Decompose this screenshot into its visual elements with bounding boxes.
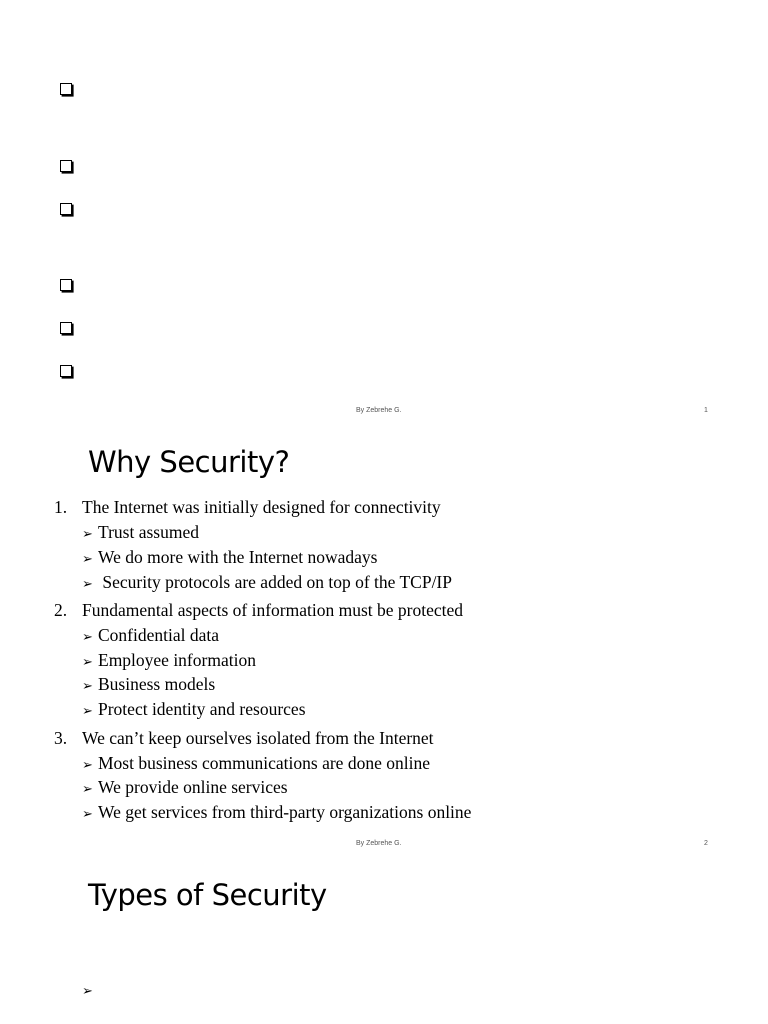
sub-point [82,802,471,825]
arrow-bullet-icon: ➢ [82,577,93,592]
numbered-point [54,728,434,748]
sub-point-text: We do more with the Internet nowadays [98,547,378,567]
slide-footer-author: By Zebrehe G. [356,407,402,414]
checkbox-bullet-icon [60,279,72,291]
sub-point [82,522,199,545]
sub-point-text: Security protocols are added on top of the TCP/IP [98,572,452,592]
checkbox-bullet-icon [60,203,72,215]
point-text: Fundamental aspects of information must be protected [82,600,464,620]
checkbox-bullet-icon [60,322,72,334]
arrow-bullet-icon: ➢ [82,758,93,773]
sub-point [82,650,256,673]
slide-title: Why Security? [88,445,290,479]
sub-point-text: Most business communications are done online [98,753,430,773]
checkbox-bullet-icon [60,365,72,377]
arrow-bullet-icon: ➢ [82,655,93,670]
sub-point-text: Trust assumed [98,522,199,542]
arrow-bullet-icon: ➢ [82,782,93,797]
slide-footer-author: By Zebrehe G. [356,840,402,847]
arrow-bullet-icon: ➢ [82,630,93,645]
sub-point-text: We provide online services [98,777,288,797]
sub-point [82,777,288,800]
point-text: We can’t keep ourselves isolated from the Internet [82,728,434,748]
arrow-bullet-icon: ➢ [82,679,93,694]
arrow-bullet-icon: ➢ [82,552,93,567]
sub-point [82,625,219,648]
point-number: 3. [54,728,68,748]
sub-point-text: Business models [98,674,216,694]
checkbox-bullet-icon [60,83,72,95]
sub-point [82,674,215,697]
arrow-bullet-icon: ➢ [82,527,93,542]
sub-point-text: Confidential data [98,625,220,645]
arrow-bullet-icon: ➢ [82,984,93,999]
sub-point [82,547,377,570]
sub-point-text: Protect identity and resources [98,699,306,719]
sub-point-text: Employee information [98,650,256,670]
arrow-bullet-icon: ➢ [82,807,93,822]
slide-page-number: 1 [704,407,708,414]
slide-page-number: 2 [704,840,708,847]
numbered-point [54,600,463,620]
point-number: 1. [54,497,68,517]
numbered-point [54,497,441,517]
point-number: 2. [54,600,68,620]
slide-title: Types of Security [88,878,327,912]
point-text: The Internet was initially designed for connectivity [82,497,441,517]
sub-point [82,699,306,722]
sub-point-text: We get services from third-party organizations online [98,802,472,822]
checkbox-bullet-icon [60,160,72,172]
sub-point [82,979,98,1002]
arrow-bullet-icon: ➢ [82,704,93,719]
sub-point [82,753,430,776]
sub-point [82,572,452,595]
